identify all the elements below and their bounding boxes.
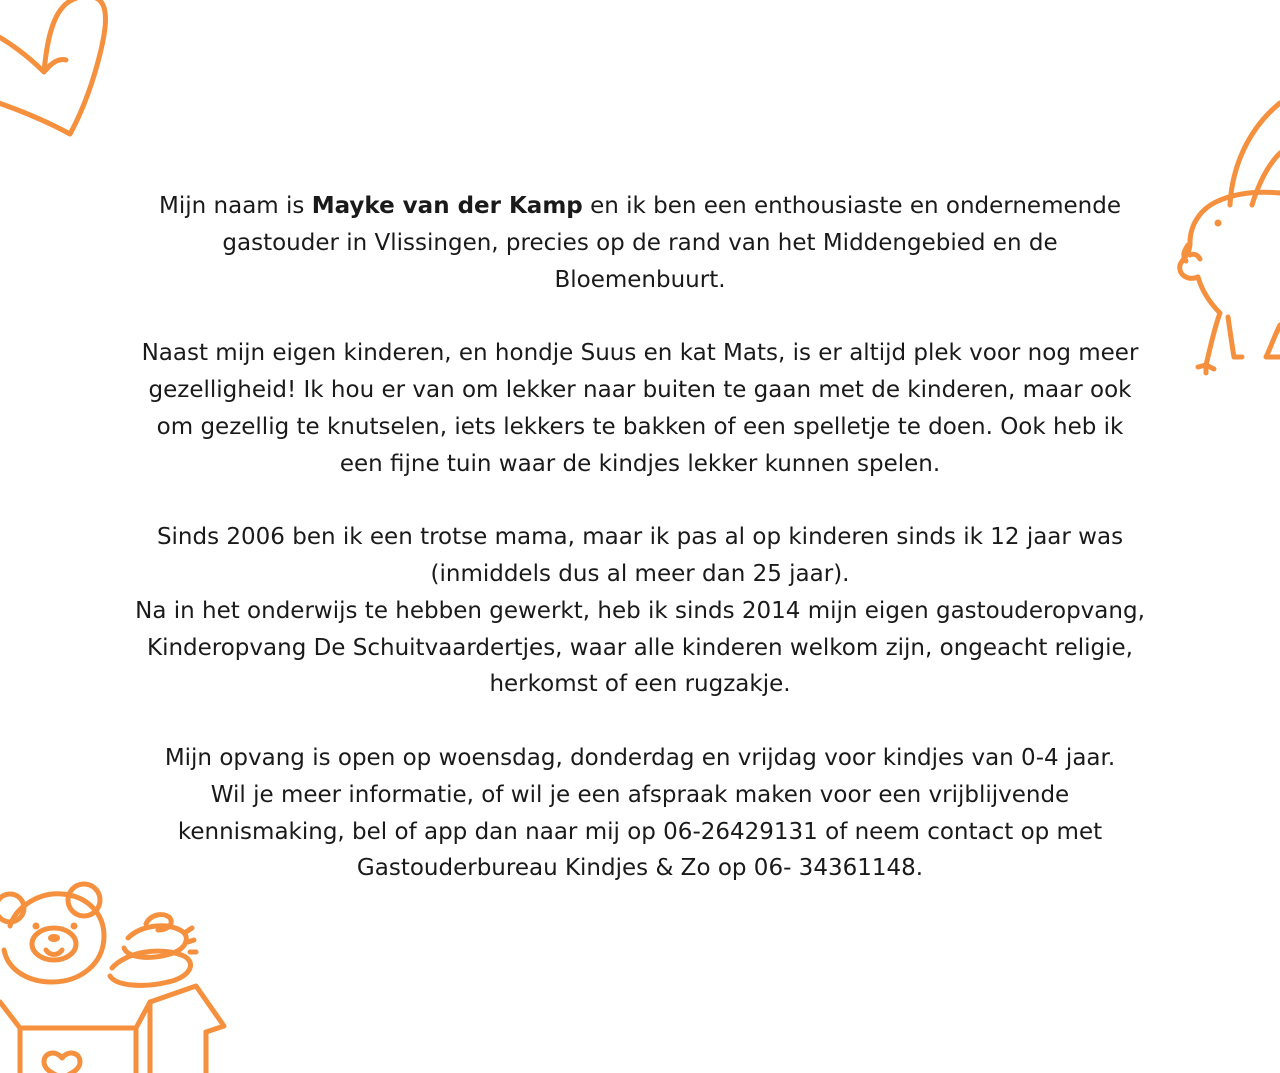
text-line: Mijn opvang is open op woensdag, donderdag en vrijdag voor kindjes van 0-4 jaar. — [164, 744, 1116, 771]
intro-line-1 — [100, 188, 1180, 225]
teddy-bear-in-box-icon — [0, 878, 240, 1073]
text-line: gezelligheid! Ik hou er van om lekker naar buiten te gaan met de kinderen, maar ook — [148, 376, 1132, 403]
contact-paragraph — [100, 740, 1180, 887]
family-paragraph — [100, 335, 1180, 482]
paragraph-gap — [100, 298, 1180, 335]
text-line: om gezellig te knutselen, iets lekkers te bakken of een spelletje te doen. Ook heb ik — [156, 413, 1124, 440]
intro-suffix: en ik ben een enthousiaste en ondernemende — [582, 193, 1121, 219]
rabbit-icon — [1170, 95, 1280, 375]
text-line: Sinds 2006 ben ik een trotse mama, maar ik pas al op kinderen sinds ik 12 jaar was — [156, 524, 1124, 551]
text-line: Naast mijn eigen kinderen, en hondje Suus en kat Mats, is er altijd plek voor nog meer — [141, 340, 1139, 367]
author-name: Mayke van der Kamp — [311, 193, 583, 219]
text-line: een fijne tuin waar de kindjes lekker kunnen spelen. — [339, 450, 941, 477]
text-line: (inmiddels dus al meer dan 25 jaar). — [430, 560, 850, 587]
text-line: Kinderopvang De Schuitvaardertjes, waar alle kinderen welkom zijn, ongeacht religie, — [146, 634, 1133, 661]
intro-line-3: Bloemenbuurt. — [554, 266, 726, 293]
main-text — [100, 188, 1180, 887]
intro-paragraph — [100, 188, 1180, 298]
text-line: Gastouderbureau Kindjes & Zo op 06- 34361148. — [356, 855, 924, 882]
text-line: Na in het onderwijs te hebben gewerkt, heb ik sinds 2014 mijn eigen gastouderopvang, — [135, 597, 1145, 624]
text-line: herkomst of een rugzakje. — [489, 671, 791, 698]
paragraph-gap — [100, 703, 1180, 740]
intro-line-2: gastouder in Vlissingen, precies op de rand van het Middengebied en de — [222, 229, 1058, 256]
experience-paragraph — [100, 519, 1180, 703]
text-line: kennismaking, bel of app dan naar mij op 06-26429131 of neem contact op met — [177, 818, 1103, 845]
heart-icon — [0, 0, 120, 145]
text-line: Wil je meer informatie, of wil je een afspraak maken voor een vrijblijvende — [210, 781, 1070, 808]
paragraph-gap — [100, 482, 1180, 519]
intro-prefix: Mijn naam is — [159, 193, 312, 219]
